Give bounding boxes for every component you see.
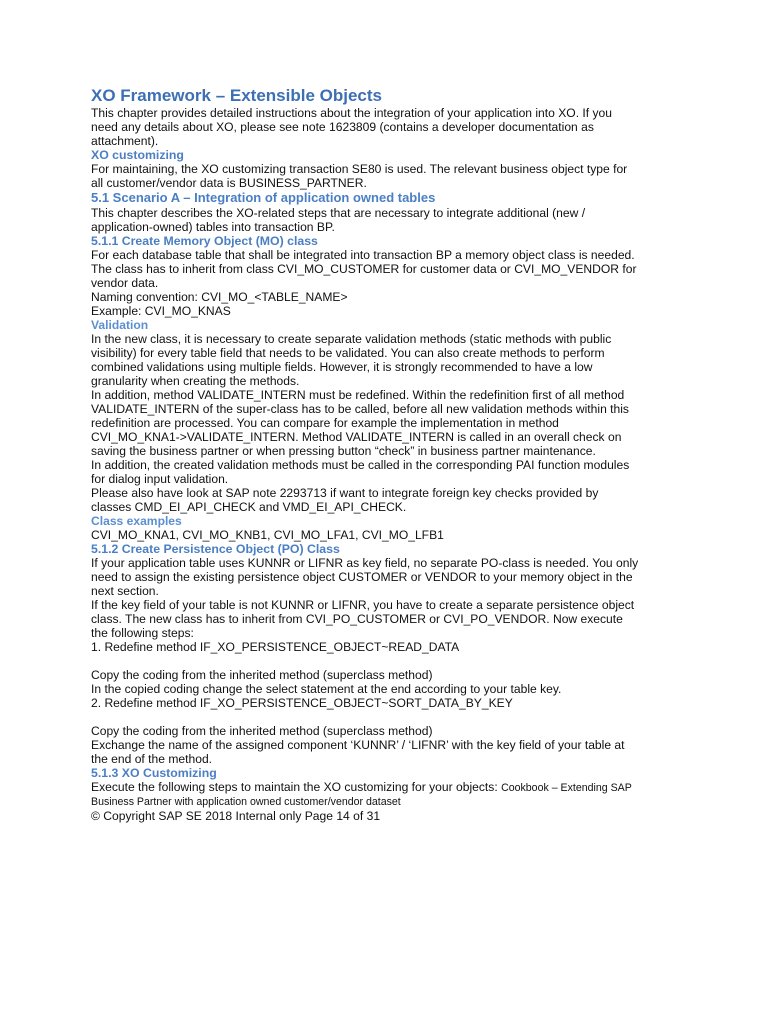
text-line: VALIDATE_INTERN of the super-class has to be called, before all new validation methods within this	[91, 402, 629, 416]
blank-line	[91, 654, 681, 668]
text-line: CVI_MO_KNA1, CVI_MO_KNB1, CVI_MO_LFA1, CVI_MO_LFB1	[91, 528, 444, 542]
heading-xo-customizing: XO customizing	[91, 148, 184, 162]
text-line	[91, 780, 681, 795]
text-line: Copy the coding from the inherited method (superclass method)	[91, 724, 433, 738]
text-line: vendor data.	[91, 276, 159, 290]
heading-validation: Validation	[91, 318, 149, 332]
text-line: This chapter describes the XO-related steps that are necessary to integrate additional (new /	[91, 206, 586, 220]
heading-mo-class: 5.1.1 Create Memory Object (MO) class	[91, 234, 318, 248]
text-line: need to assign the existing persistence object CUSTOMER or VENDOR to your memory object in the	[91, 570, 633, 584]
text-small: Cookbook – Extending SAP	[501, 782, 632, 794]
text-line: Copy the coding from the inherited method (superclass method)	[91, 668, 433, 682]
heading-po-class: 5.1.2 Create Persistence Object (PO) Class	[91, 542, 340, 556]
scenario-a-paragraph	[91, 206, 681, 234]
document-page	[91, 86, 681, 823]
text-line: class. The new class has to inherit from CVI_PO_CUSTOMER or CVI_PO_VENDOR. Now execute	[91, 612, 623, 626]
text-line: In the new class, it is necessary to create separate validation methods (static methods with public	[91, 332, 612, 346]
text-line: Business Partner with application owned customer/vendor dataset	[91, 796, 401, 808]
text-line: If the key field of your table is not KUNNR or LIFNR, you have to create a separate persistence object	[91, 598, 635, 612]
heading-class-examples: Class examples	[91, 514, 182, 528]
text-line: Example: CVI_MO_KNAS	[91, 304, 231, 318]
text-line: application-owned) tables into transaction BP.	[91, 220, 335, 234]
text-line: the following steps:	[91, 626, 194, 640]
text-line: Please also have look at SAP note 2293713 if want to integrate foreign key checks provided by	[91, 486, 599, 500]
mo-class-paragraph	[91, 248, 681, 318]
text-line: For each database table that shall be integrated into transaction BP a memory object class is needed.	[91, 248, 635, 262]
text-line: This chapter provides detailed instructions about the integration of your application into XO. If you	[91, 106, 613, 120]
text-line: In addition, method VALIDATE_INTERN must be redefined. Within the redefinition first of all method	[91, 388, 625, 402]
po-class-paragraph	[91, 556, 681, 766]
copyright-footer: © Copyright SAP SE 2018 Internal only Page 14 of 31	[91, 809, 381, 823]
xo-customizing-513-paragraph	[91, 780, 681, 823]
intro-paragraph	[91, 106, 681, 148]
text-line: visibility) for every table field that needs to be validated. You can also create methods to perform	[91, 346, 605, 360]
text-line: CVI_MO_KNA1->VALIDATE_INTERN. Method VALIDATE_INTERN is called in an overall check on	[91, 430, 622, 444]
text-line: next section.	[91, 584, 159, 598]
text-line: 1. Redefine method IF_XO_PERSISTENCE_OBJECT~READ_DATA	[91, 640, 460, 654]
text-line: combined validations using multiple fields. However, it is strongly recommended to have a low	[91, 360, 593, 374]
text-line: redefinition are processed. You can compare for example the implementation in method	[91, 416, 559, 430]
text-line: saving the business partner or when pressing button “check” in business partner maintenance.	[91, 444, 596, 458]
text-line: Exchange the name of the assigned component ‘KUNNR’ / ‘LIFNR’ with the key field of your table at	[91, 738, 625, 752]
text-line: attachment).	[91, 134, 159, 148]
text-line: for dialog input validation.	[91, 472, 229, 486]
text-line: In the copied coding change the select statement at the end according to your table key.	[91, 682, 562, 696]
class-examples-paragraph	[91, 528, 681, 542]
text-line: classes CMD_EI_API_CHECK and VMD_EI_API_CHECK.	[91, 500, 407, 514]
text-line: If your application table uses KUNNR or LIFNR as key field, no separate PO-class is needed. You only	[91, 556, 639, 570]
blank-line	[91, 710, 681, 724]
page-title: XO Framework – Extensible Objects	[91, 86, 383, 105]
text-line: 2. Redefine method IF_XO_PERSISTENCE_OBJECT~SORT_DATA_BY_KEY	[91, 696, 513, 710]
text-line: need any details about XO, please see note 1623809 (contains a developer documentation as	[91, 120, 594, 134]
text-main: Execute the following steps to maintain the XO customizing for your objects:	[91, 780, 502, 794]
heading-scenario-a: 5.1 Scenario A – Integration of application owned tables	[91, 190, 436, 205]
text-line: all customer/vendor data is BUSINESS_PARTNER.	[91, 176, 367, 190]
xo-customizing-paragraph	[91, 162, 681, 190]
text-line: In addition, the created validation methods must be called in the corresponding PAI function modules	[91, 458, 630, 472]
text-line: Naming convention: CVI_MO_<TABLE_NAME>	[91, 290, 348, 304]
text-line: For maintaining, the XO customizing transaction SE80 is used. The relevant business object type for	[91, 162, 628, 176]
heading-xo-customizing-513: 5.1.3 XO Customizing	[91, 766, 217, 780]
text-line: the end of the method.	[91, 752, 213, 766]
text-line: The class has to inherit from class CVI_MO_CUSTOMER for customer data or CVI_MO_VENDOR for	[91, 262, 637, 276]
validation-paragraph	[91, 332, 681, 514]
text-line: granularity when creating the methods.	[91, 374, 300, 388]
